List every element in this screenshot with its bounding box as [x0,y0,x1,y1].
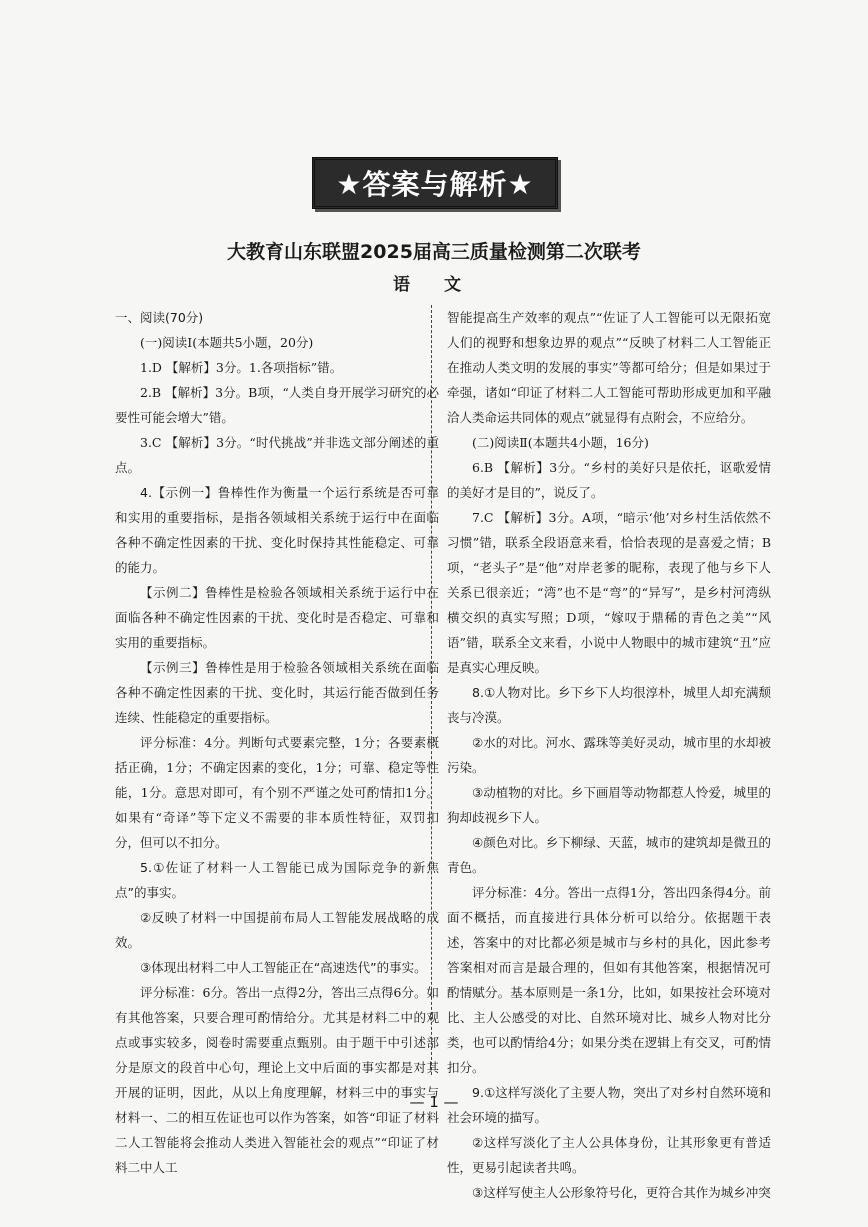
paragraph: 评分标准：4分。判断句式要素完整，1分；各要素概括正确，1分；不确定因素的变化，1分；可靠、稳定等性能，1分。意思对即可，有个别不严谨之处可酌情扣1分。如果有“奇译”等下定义不需要的非本质性特征，双罚扣分，但可以不扣分。 [115,735,439,850]
paragraph: 1.D 【解析】3分。1.各项指标”错。 [140,360,343,375]
paragraph: 【示例三】鲁棒性是用于检验各领域相关系统在面临各种不确定性因素的干扰、变化时，其运行能否做到任务连续、性能稳定的重要指标。 [115,660,439,725]
paragraph: 评分标准：4分。答出一点得1分，答出四条得4分。前面不概括，而直接进行具体分析可以给分。依据题干表述，答案中的对比都必须是城市与乡村的具化，因此参考答案相对而言是最合理的，但如有其他答案，根据情况可酌情赋分。基本原则是一条1分，比如，如果按社会环境对比、主人公感受的对比、自然环境对比、城乡人物对比分类，也可以酌情给4分；如果分类在逻辑上有交叉，可酌情扣分。 [447,885,771,1075]
paragraph: ④颜色对比。乡下柳绿、天蓝，城市的建筑却是微丑的青色。 [447,835,771,875]
paragraph: (一)阅读Ⅰ(本题共5小题，20分) [140,335,314,350]
paragraph: 【示例二】鲁棒性是检验各领域相关系统于运行中在面临各种不确定性因素的干扰、变化时是否稳定、可靠和实用的重要指标。 [115,585,439,650]
paragraph: 5.①佐证了材料一人工智能已成为国际竞争的新焦点”的事实。 [115,860,439,900]
paragraph: 6.B 【解析】3分。“乡村的美好只是依托，讴歌爱情的美好才是目的”，说反了。 [447,460,771,500]
paragraph: 智能提高生产效率的观点”“佐证了人工智能可以无限拓宽人们的视野和想象边界的观点”“反映了材料二人工智能正在推动人类文明的发展的事实”等都可给分；但是如果过于牵强，诸如“印证了材料二人工智能可帮助形成更加和平融洽人类命运共同体的观点”就显得有点附会，不应给分。 [447,310,771,425]
subject-title: 语 文 [393,275,475,295]
paragraph: 7.C 【解析】3分。A项，“暗示‘他’对乡村生活依然不习惯”错，联系全段语意来看，恰恰表现的是喜爱之情；B项，“老头子”是“他”对岸老爹的昵称，表现了他与乡下人关系已很亲近；“湾”也不是“弯”的“异写”，是乡村河湾纵横交织的真实写照；D项，“嫁叹于鼎稀的青色之美”“风语”错，联系全文来看，小说中人物眼中的城市建筑“丑”应是真实心理反映。 [447,510,771,675]
paragraph: 评分标准：6分。答出一点得2分，答出三点得6分。如有其他答案，只要合理可酌情给分。尤其是材料二中的观点或事实较多，阅卷时需要重点甄别。由于题干中引述部分是原文的段首中心句，理论上文中后面的事实都是对其开展的证明，因此，从以上角度理解，材料三中的事实与材料一、二的相互佐证也可以作为答案，如答“印证了材料二人工智能将会推动人类进入智能社会的观点”“印证了材料二中人工 [115,985,439,1175]
paragraph: ②反映了材料一中国提前布局人工智能发展战略的成效。 [115,910,439,950]
paragraph: ③这样写使主人公形象符号化，更符合其作为城乡冲突 [472,1185,771,1200]
column-divider [431,305,432,1075]
paragraph: 8.①人物对比。乡下乡下人均很淳朴，城里人却充满颓丧与冷漠。 [447,685,771,725]
paragraph: ②水的对比。河水、露珠等美好灵动，城市里的水却被污染。 [447,735,771,775]
paragraph: (二)阅读Ⅱ(本题共4小题，16分) [472,435,649,450]
paragraph: 一、阅读(70分) [115,310,204,325]
paragraph: 4.【示例一】鲁棒性作为衡量一个运行系统是否可靠和实用的重要指标，是指各领域相关系统于运行中在面临各种不确定性因素的干扰、变化时保持其性能稳定、可靠的能力。 [115,485,439,575]
paragraph: 3.C 【解析】3分。“时代挑战”并非选文部分阐述的重点。 [115,435,439,475]
left-column [115,305,439,1180]
right-column [447,305,771,1205]
paragraph: 2.B 【解析】3分。B项，“人类自身开展学习研究的必要性可能会增大”错。 [115,385,439,425]
paragraph: ③动植物的对比。乡下画眉等动物都惹人怜爱，城里的狗却歧视乡下人。 [447,785,771,825]
paragraph: 9.①这样写淡化了主要人物，突出了对乡村自然环境和社会环境的描写。 [447,1085,771,1125]
paragraph: ②这样写淡化了主人公具体身份，让其形象更有普适性，更易引起读者共鸣。 [447,1135,771,1175]
exam-title: 大教育山东联盟2025届高三质量检测第二次联考 [227,241,641,263]
banner-text: ★答案与解析★ [336,168,534,201]
answer-banner [312,157,558,209]
paragraph: ③体现出材料二中人工智能正在“高速迭代”的事实。 [140,960,427,975]
page-number: — 1 — [409,1093,459,1111]
